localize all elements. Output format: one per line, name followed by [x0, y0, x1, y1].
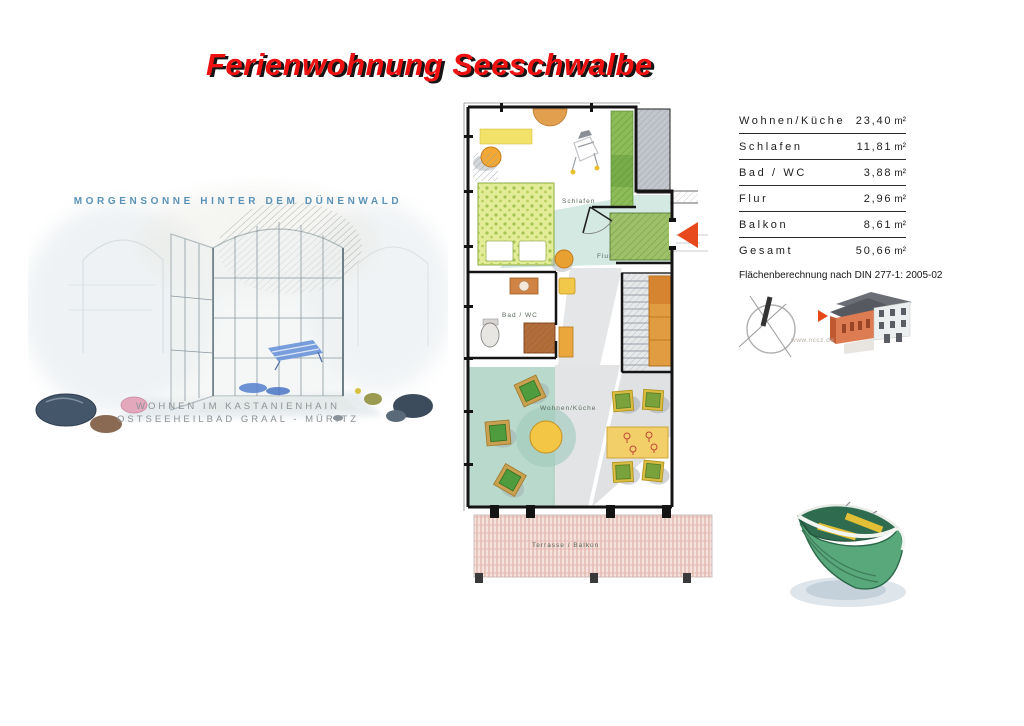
room-label-wohnen-kueche: Wohnen/Küche	[540, 405, 597, 412]
table-row	[739, 160, 906, 186]
room-area: 3,88 m²	[863, 166, 906, 179]
room-area: 8,61 m²	[863, 218, 906, 231]
room-name: Wohnen/Küche	[739, 114, 846, 127]
table-row	[739, 108, 906, 134]
entrance-arrow-icon	[677, 222, 698, 248]
room-area: 50,66 m²	[855, 244, 906, 257]
illustration-caption-line1: WOHNEN IM KASTANIENHAIN	[136, 401, 340, 412]
room-name: Schlafen	[739, 140, 803, 153]
din-footnote: Flächenberechnung nach DIN 277-1: 2005-02	[739, 270, 943, 281]
room-name: Bad / WC	[739, 166, 807, 179]
hanging-chair-sketch	[572, 137, 598, 171]
table-row-total	[739, 238, 906, 263]
illustration-heading: MORGENSONNE HINTER DEM DÜNENWALD	[73, 196, 403, 207]
room-name: Flur	[739, 192, 769, 205]
table-row	[739, 186, 906, 212]
illustration-caption-line2: OSTSEEHEILBAD GRAAL - MÜRITZ	[116, 414, 359, 425]
stool	[642, 460, 671, 486]
room-area: 23,40 m²	[855, 114, 906, 127]
area-table	[739, 108, 943, 281]
compass-icon	[738, 294, 808, 366]
table-row	[739, 212, 906, 238]
room-name: Balkon	[739, 218, 789, 231]
building-3d-illustration	[816, 286, 918, 364]
room-label-flur: Flur	[597, 253, 613, 260]
room-label-terrasse: Terrasse / Balkon	[532, 542, 600, 549]
room-label-bad-wc: Bad / WC	[502, 312, 538, 319]
floor-plan	[440, 95, 740, 625]
room-area: 11,81 m²	[856, 140, 906, 153]
website-text: www.nccz.de	[791, 337, 835, 344]
table-row	[739, 134, 906, 160]
room-label-schlafen: Schlafen	[562, 198, 596, 205]
boat-illustration	[776, 490, 928, 616]
watercolor-illustration	[28, 148, 448, 463]
illustration-caption	[28, 400, 448, 426]
room-area: 2,96 m²	[863, 192, 906, 205]
location-marker-icon	[818, 310, 828, 322]
page-title: Ferienwohnung Seeschwalbe	[206, 47, 653, 82]
floor-plan-drawing	[440, 95, 740, 625]
room-name: Gesamt	[739, 244, 794, 257]
